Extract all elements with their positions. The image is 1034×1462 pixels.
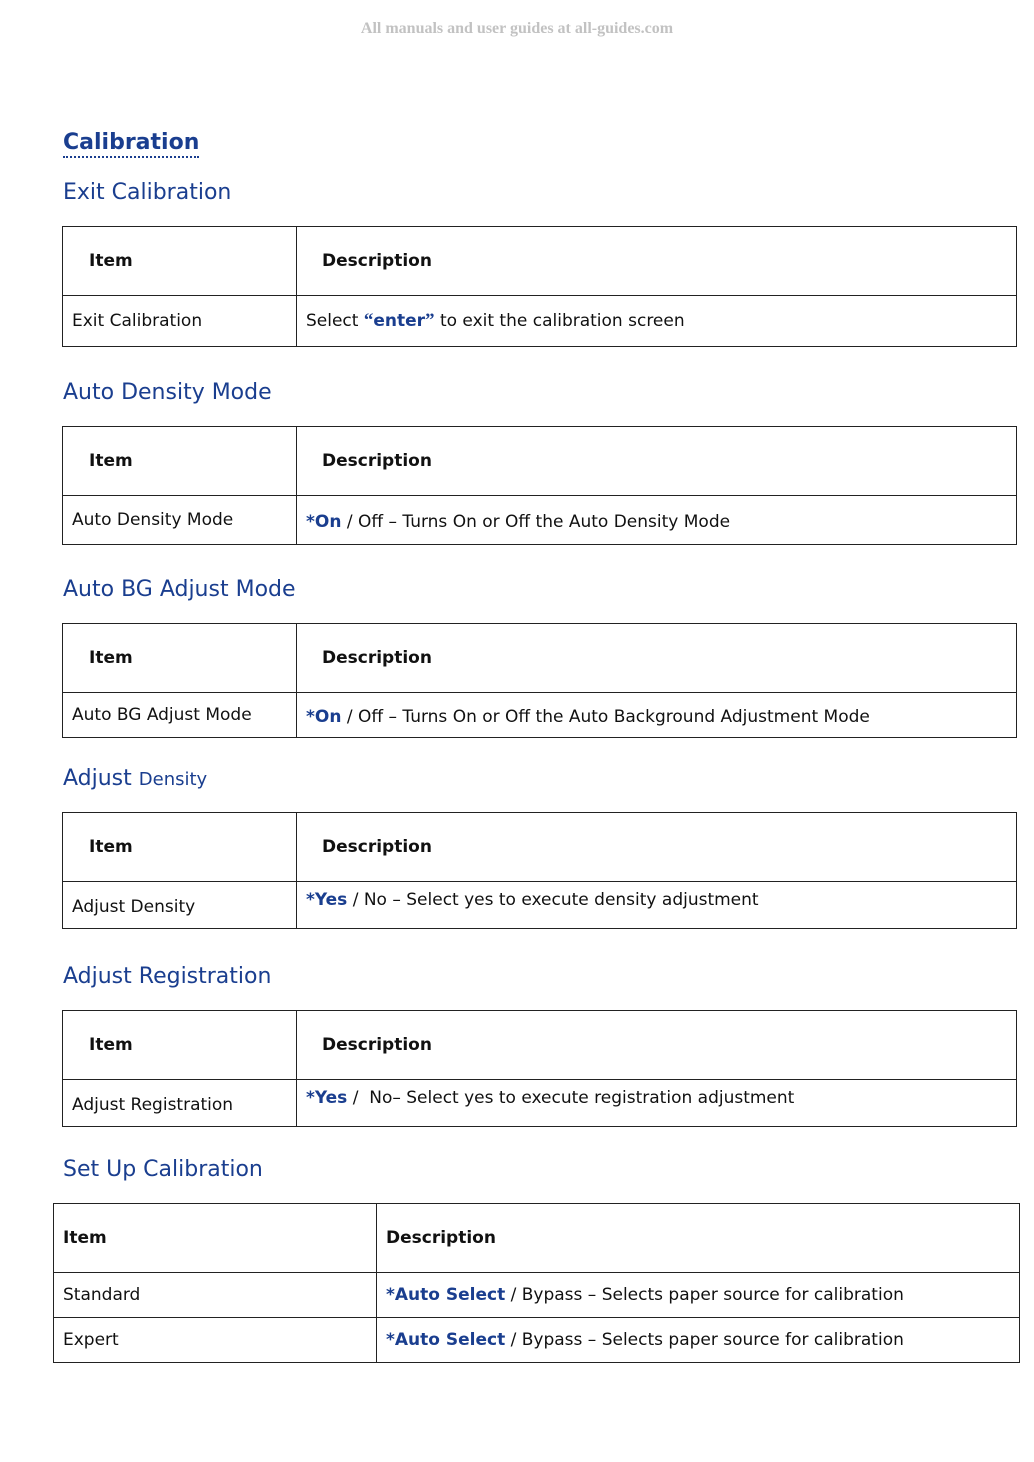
row-item: Standard <box>54 1273 377 1318</box>
auto-bg-adjust-mode-table <box>62 623 1017 738</box>
header-description: Description <box>297 813 1017 882</box>
row-description: *On / Off – Turns On or Off the Auto Background Adjustment Mode <box>297 693 1017 738</box>
table-row <box>63 693 1017 738</box>
set-up-calibration-table <box>53 1203 1020 1363</box>
table-row <box>63 496 1017 545</box>
table-header-row <box>63 427 1017 496</box>
table-header-row <box>63 227 1017 296</box>
header-description: Description <box>297 427 1017 496</box>
header-description: Description <box>297 624 1017 693</box>
section-title-adjust-density: Adjust Density <box>63 766 208 791</box>
table-row <box>63 882 1017 929</box>
exit-calibration-table <box>62 226 1017 347</box>
row-item: Auto BG Adjust Mode <box>63 693 297 738</box>
row-item: Auto Density Mode <box>63 496 297 545</box>
row-description: *Yes / No– Select yes to execute registration adjustment <box>297 1080 1017 1127</box>
section-title-auto-density-mode: Auto Density Mode <box>63 380 272 405</box>
header-item: Item <box>63 227 297 296</box>
row-description: *Auto Select / Bypass – Selects paper source for calibration <box>377 1273 1020 1318</box>
watermark: All manuals and user guides at all-guides.com <box>360 20 674 37</box>
table-header-row <box>63 813 1017 882</box>
header-item: Item <box>63 1011 297 1080</box>
header-description: Description <box>297 1011 1017 1080</box>
header-description: Description <box>297 227 1017 296</box>
row-description: Select “enter” to exit the calibration screen <box>297 296 1017 347</box>
row-item: Exit Calibration <box>63 296 297 347</box>
section-title-adjust-registration: Adjust Registration <box>63 964 272 989</box>
header-item: Item <box>54 1204 377 1273</box>
table-header-row <box>63 624 1017 693</box>
row-item: Expert <box>54 1318 377 1363</box>
header-item: Item <box>63 427 297 496</box>
row-description: *On / Off – Turns On or Off the Auto Density Mode <box>297 496 1017 545</box>
header-item: Item <box>63 624 297 693</box>
row-item: Adjust Density <box>63 882 297 929</box>
row-item: Adjust Registration <box>63 1080 297 1127</box>
header-item: Item <box>63 813 297 882</box>
auto-density-mode-table <box>62 426 1017 545</box>
table-row <box>63 296 1017 347</box>
table-header-row <box>54 1204 1020 1273</box>
section-title-set-up-calibration: Set Up Calibration <box>63 1157 263 1182</box>
adjust-registration-table <box>62 1010 1017 1127</box>
section-title-auto-bg-adjust-mode: Auto BG Adjust Mode <box>63 577 296 602</box>
table-row <box>63 1080 1017 1127</box>
page-title: Calibration <box>63 130 199 158</box>
header-description: Description <box>377 1204 1020 1273</box>
table-row <box>54 1273 1020 1318</box>
section-title-exit-calibration: Exit Calibration <box>63 180 232 205</box>
table-row <box>54 1318 1020 1363</box>
row-description: *Yes / No – Select yes to execute density adjustment <box>297 882 1017 929</box>
table-header-row <box>63 1011 1017 1080</box>
adjust-density-table <box>62 812 1017 929</box>
row-description: *Auto Select / Bypass – Selects paper source for calibration <box>377 1318 1020 1363</box>
